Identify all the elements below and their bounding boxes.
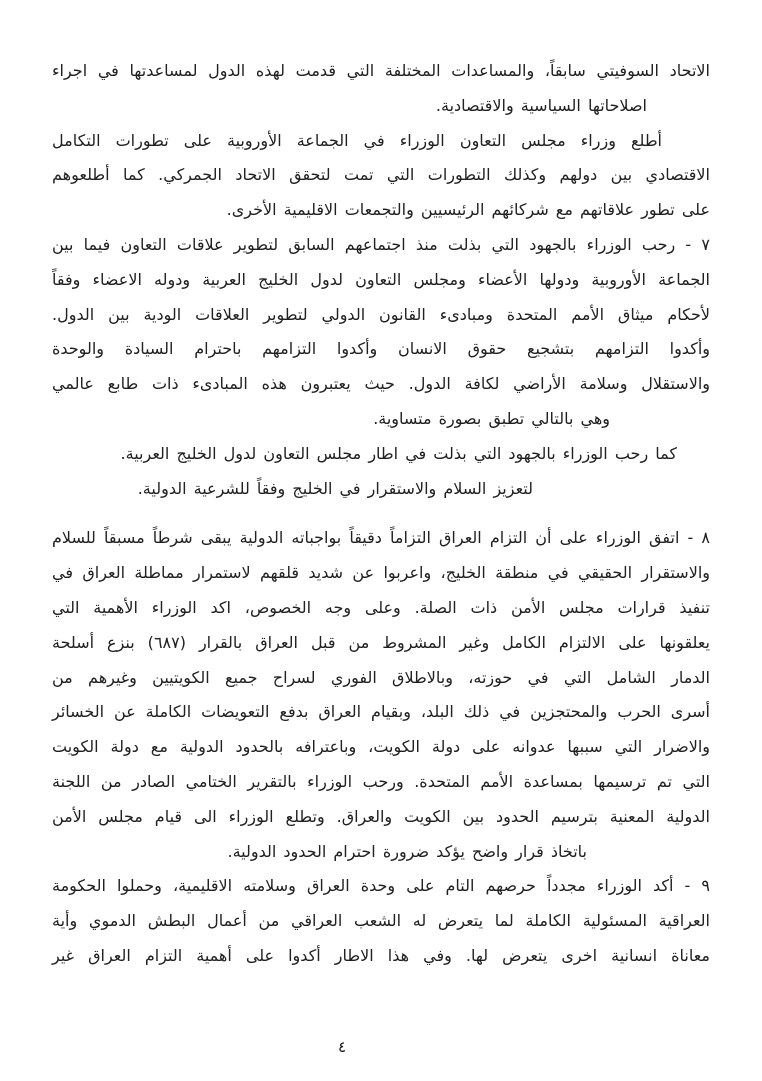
text-line: اصلاحاتها السياسية والاقتصادية. [435,95,647,115]
text-line: تنفيذ قرارات مجلس الأمن ذات الصلة. وعلى وجه الخصوص، اكد الوزراء الأهمية التي [52,597,710,617]
text-line: الاتحاد السوفيتي سابقاً، والمساعدات المختلفة التي قدمت لهذه الدول لمساعدتها في اجراء [52,61,710,80]
text-block [52,54,710,974]
text-line: معاناة انسانية اخرى يتعرض لها. وفي هذا الاطار أكدوا على أهمية التزام العراق غير [52,945,710,965]
text-line: الدمار الشامل التي في حوزته، وبالاطلاق الفوري لسراح جميع الكويتيين وغيرهم من [52,667,710,687]
text-line-item-7: ٧ - رحب الوزراء بالجهود التي بذلت منذ اجتماعهم السابق لتطوير علاقات التعاون فيما بين [52,234,710,254]
text-line: والاضرار التي سببها عدوانه على دولة الكويت، وباعترافه بالحدود الدولية مع دولة الكويت [52,737,710,757]
text-line: والاستقلال وسلامة الأراضي لكافة الدول. حيث يعتبرون هذه المبادىء ذات طابع عالمي [52,374,710,394]
text-line: لأحكام ميثاق الأمم المتحدة ومبادىء القانون الدولي لتطوير العلاقات الودية بين الدول. [52,304,710,324]
text-line: الاقتصادي بين دولهم وكذلك التطورات التي تمت لتحقق الاتحاد الجمركي. كما أطلعوهم [52,165,710,185]
text-line: والاستقرار الحقيقي في منطقة الخليج، واعربوا عن شديد قلقهم لاستمرار مماطلة العراق في [52,563,710,583]
text-line: يعلقونها على الالتزام الكامل وغير المشروط من قبل العراق بالقرار (٦٨٧) بنزع أسلحة [52,632,711,652]
text-line-item-9: ٩ - أكد الوزراء مجدداً حرصهم التام على وحدة العراق وسلامته الاقليمية، وحملوا الحكومة [52,876,710,896]
text-line: على تطور علاقاتهم مع شركائهم الرئيسيين والتجمعات الاقليمية الأخرى. [226,200,710,220]
text-line: وأكدوا التزامهم بتشجيع حقوق الانسان وأكدوا التزامهم باحترام السيادة والوحدة [52,339,710,359]
text-line: الجماعة الأوروبية ودولها الأعضاء ومجلس التعاون لدول الخليج العربية ودوله الاعضاء وفقاً [52,269,710,289]
text-line: أطلع وزراء مجلس التعاون الوزراء في الجماعة الأوروبية على تطورات التكامل [52,130,662,150]
text-line: وهي بالتالي تطبق بصورة متساوية. [373,408,610,428]
page-number: ٤ [337,1038,347,1056]
text-line: التي تم ترسيمها بمساعدة الأمم المتحدة. ورحب الوزراء بالتقرير الختامي الصادر من اللجنة [52,771,710,791]
text-line: كما رحب الوزراء بالجهود التي بذلت في اطار مجلس التعاون لدول الخليج العربية. [120,443,677,463]
text-line: باتخاذ قرار واضح يؤكد ضرورة احترام الحدود الدولية. [227,841,587,861]
text-line: لتعزيز السلام والاستقرار في الخليج وفقاً للشرعية الدولية. [137,478,533,498]
text-line: الدولية المعنية بترسيم الحدود بين الكويت والعراق. وتطلع الوزراء الى قيام مجلس الأمن [52,806,710,826]
text-line: العراقية المسئولية الكاملة لما يتعرض له الشعب العراقي من أعمال البطش الدموي وأية [52,911,710,931]
text-line: أسرى الحرب والمحتجزين في ذلك البلد، وبقيام العراق بدفع التعويضات الكاملة عن الخسائر [52,702,710,722]
text-line-item-8: ٨ - اتفق الوزراء على أن التزام العراق التزاماً دقيقاً بواجباته الدولية يبقى شرطاً مسبقاً للسلام [52,528,710,548]
